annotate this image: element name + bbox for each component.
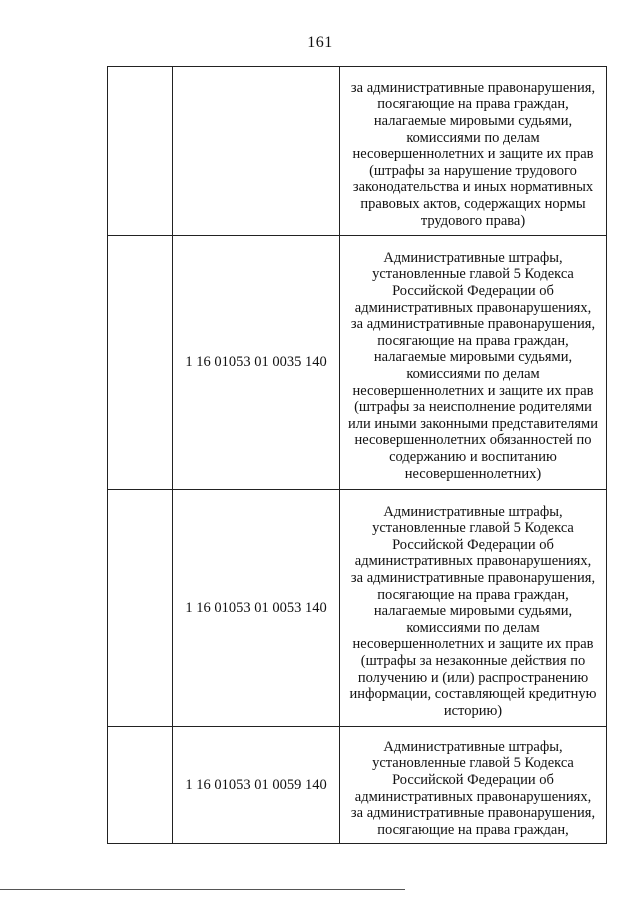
description-line: законодательства и иных нормативных [352, 179, 594, 196]
description-line: Российской Федерации об [392, 536, 554, 553]
table-row [108, 490, 607, 727]
description-line: налагаемые мировыми судьями, [373, 603, 573, 620]
description-line: установленные главой 5 Кодекса [372, 266, 574, 283]
page-number: 161 [307, 34, 333, 51]
description-line: правовых актов, содержащих нормы [360, 195, 586, 212]
description-line: Административные штрафы, [383, 249, 563, 266]
description-text [340, 243, 606, 482]
description-line: комиссиями по делам [406, 619, 540, 636]
table-cell-empty [108, 67, 173, 236]
description-line: несовершеннолетних) [404, 465, 542, 482]
description-line: посягающие на права граждан, [377, 821, 569, 838]
description-line: получению и (или) распространению [357, 669, 589, 686]
description-line: за административные правонарушения, [350, 79, 596, 96]
description-line: несовершеннолетних и защите их прав [352, 146, 594, 163]
description-line: Административные штрафы, [383, 503, 563, 520]
description-line: налагаемые мировыми судьями, [373, 113, 573, 130]
description-line: посягающие на права граждан, [377, 96, 569, 113]
description-line: (штрафы за неисполнение родителями [354, 399, 592, 416]
table-row [108, 236, 607, 490]
description-line: трудового права) [420, 212, 526, 229]
table-body [108, 67, 607, 844]
description-line: налагаемые мировыми судьями, [373, 349, 573, 366]
description-line: Российской Федерации об [392, 283, 554, 300]
budget-code: 1 16 01053 01 0059 140 [185, 776, 327, 793]
table-cell-description [340, 67, 607, 236]
budget-code: 1 16 01053 01 0053 140 [185, 599, 327, 616]
description-text [340, 732, 606, 839]
description-line: административных правонарушениях, [354, 788, 592, 805]
description-text [340, 497, 606, 720]
description-line: за административные правонарушения, [350, 316, 596, 333]
description-line: Административные штрафы, [383, 738, 563, 755]
budget-classification-table [107, 66, 607, 844]
table-cell-code [173, 236, 340, 490]
table-row [108, 727, 607, 844]
table-cell-empty [108, 490, 173, 727]
table-cell-empty [108, 236, 173, 490]
description-line: комиссиями по делам [406, 129, 540, 146]
footer-divider [0, 889, 405, 890]
description-line: (штрафы за нарушение трудового [369, 162, 577, 179]
description-line: посягающие на права граждан, [377, 332, 569, 349]
description-line: за административные правонарушения, [350, 805, 596, 822]
description-line: за административные правонарушения, [350, 570, 596, 587]
table-cell-description [340, 727, 607, 844]
table-cell-description [340, 236, 607, 490]
description-line: посягающие на права граждан, [377, 586, 569, 603]
description-line: несовершеннолетних и защите их прав [352, 382, 594, 399]
description-line: или иными законными представителями [348, 415, 598, 432]
description-line: историю) [443, 702, 503, 719]
table-cell-code [173, 490, 340, 727]
description-text [340, 73, 606, 229]
table-cell-code [173, 67, 340, 236]
description-line: установленные главой 5 Кодекса [372, 520, 574, 537]
budget-code: 1 16 01053 01 0035 140 [185, 354, 327, 370]
description-line: комиссиями по делам [406, 366, 540, 382]
table-row [108, 67, 607, 236]
description-line: несовершеннолетних обязанностей по [354, 432, 592, 449]
description-line: несовершеннолетних и защите их прав [352, 636, 594, 653]
table-cell-code [173, 727, 340, 844]
description-line: административных правонарушениях, [354, 553, 592, 570]
description-line: установленные главой 5 Кодекса [372, 755, 574, 772]
table-cell-description [340, 490, 607, 727]
description-line: Российской Федерации об [392, 771, 554, 788]
description-line: (штрафы за незаконные действия по [360, 652, 586, 669]
description-line: административных правонарушениях, [354, 299, 592, 316]
description-line: информации, составляющей кредитную [349, 686, 597, 703]
table-cell-empty [108, 727, 173, 844]
description-line: содержанию и воспитанию [389, 448, 557, 465]
